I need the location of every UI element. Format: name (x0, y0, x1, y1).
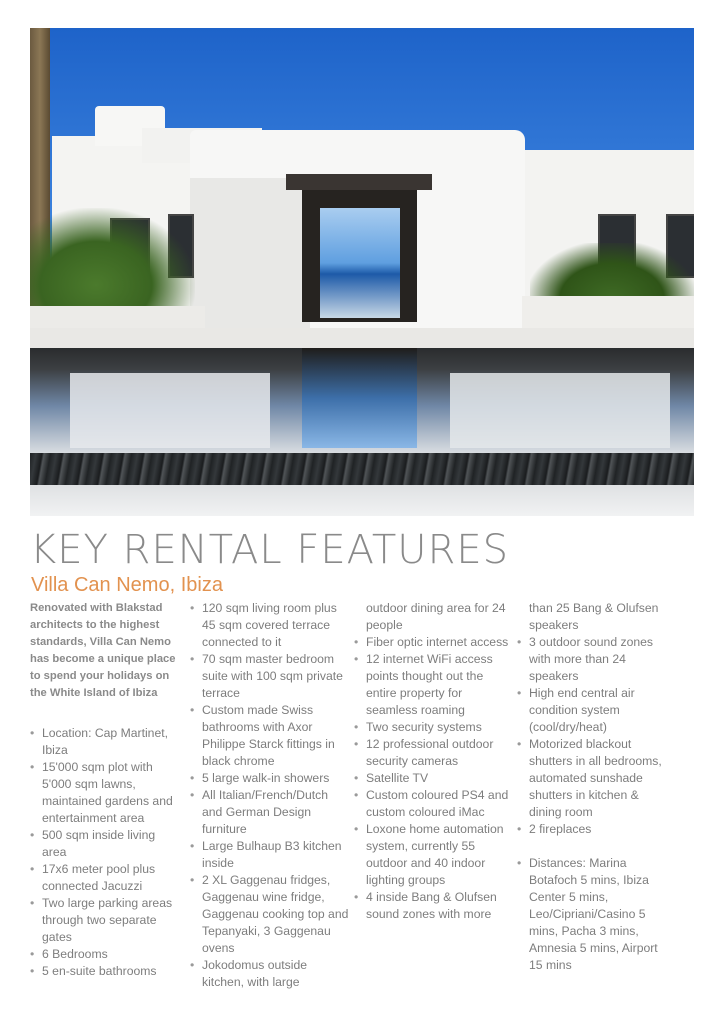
list-item: • 5 en-suite bathrooms (30, 963, 180, 980)
list-item-continuation: than 25 Bang & Olufsen speakers (529, 601, 659, 632)
door-reflection (302, 348, 417, 448)
list-item: • Jokodomus outside kitchen, with large (190, 957, 350, 991)
list-item: • Two security systems (354, 719, 516, 736)
sea-view-through-door (320, 208, 400, 318)
foreground-terrace (30, 485, 694, 516)
list-item: • High end central air condition system (cool/dry/heat) (517, 685, 667, 736)
list-item: • 12 internet WiFi access points thought out the entire property for seamless roaming (354, 651, 516, 719)
pool-reflection (70, 373, 270, 448)
spacer (517, 838, 667, 855)
list-item: • 3 outdoor sound zones with more than 24 speakers (517, 634, 667, 685)
list-item: • Custom coloured PS4 and custom coloured iMac (354, 787, 516, 821)
features-column-2 (190, 600, 350, 991)
list-item: • Custom made Swiss bathrooms with Axor Philippe Starck fittings in black chrome (190, 702, 350, 770)
list-item: • 6 Bedrooms (30, 946, 180, 963)
list-item: • 5 large walk-in showers (190, 770, 350, 787)
list-item: • Large Bulhaup B3 kitchen inside (190, 838, 350, 872)
list-item: • 4 inside Bang & Olufsen sound zones with more (354, 889, 516, 923)
list-item: • Two large parking areas through two separate gates (30, 895, 180, 946)
features-column-1 (30, 600, 180, 980)
list-item: • 17x6 meter pool plus connected Jacuzzi (30, 861, 180, 895)
list-item: • 2 XL Gaggenau fridges, Gaggenau wine fridge, Gaggenau cooking top and Tepanyaki, 3 Gaggenau ovens (190, 872, 350, 957)
intro-text: Renovated with Blakstad architects to the highest standards, Villa Can Nemo has become a unique place to spend your holidays on the White Island of Ibiza (30, 602, 176, 699)
features-column-4 (517, 600, 667, 974)
low-wall-right (522, 296, 694, 332)
villa-name-subtitle: Villa Can Nemo, Ibiza (31, 574, 223, 596)
pool-deck (30, 328, 694, 350)
door-lintel (286, 174, 432, 190)
page-title: KEY RENTAL FEATURES (30, 527, 510, 573)
marble-pool-edge (30, 453, 694, 485)
list-item: • Location: Cap Martinet, Ibiza (30, 725, 180, 759)
list-item: • Motorized blackout shutters in all bedrooms, automated sunshade shutters in kitchen & dining room (517, 736, 667, 821)
distances-item: • Distances: Marina Botafoch 5 mins, Ibiza Center 5 mins, Leo/Cipriani/Casino 5 mins, Pacha 3 mins, Amnesia 5 mins, Airport 15 mins (517, 855, 667, 974)
hero-photo (30, 28, 694, 516)
list-item-continuation: outdoor dining area for 24 people (366, 601, 506, 632)
list-item: • Loxone home automation system, currently 55 outdoor and 40 indoor lighting groups (354, 821, 516, 889)
list-item: • 15'000 sqm plot with 5'000 sqm lawns, maintained gardens and entertainment area (30, 759, 180, 827)
list-item: • 120 sqm living room plus 45 sqm covered terrace connected to it (190, 600, 350, 651)
list-item: • Fiber optic internet access (354, 634, 516, 651)
features-column-3 (354, 600, 516, 923)
list-item: • All Italian/French/Dutch and German Design furniture (190, 787, 350, 838)
list-item: • 12 professional outdoor security cameras (354, 736, 516, 770)
pool-reflection (450, 373, 670, 448)
garden-plants-left (30, 208, 195, 318)
list-item: • 70 sqm master bedroom suite with 100 sqm private terrace (190, 651, 350, 702)
list-item: • 2 fireplaces (517, 821, 667, 838)
list-item: • 500 sqm inside living area (30, 827, 180, 861)
list-item: • Satellite TV (354, 770, 516, 787)
